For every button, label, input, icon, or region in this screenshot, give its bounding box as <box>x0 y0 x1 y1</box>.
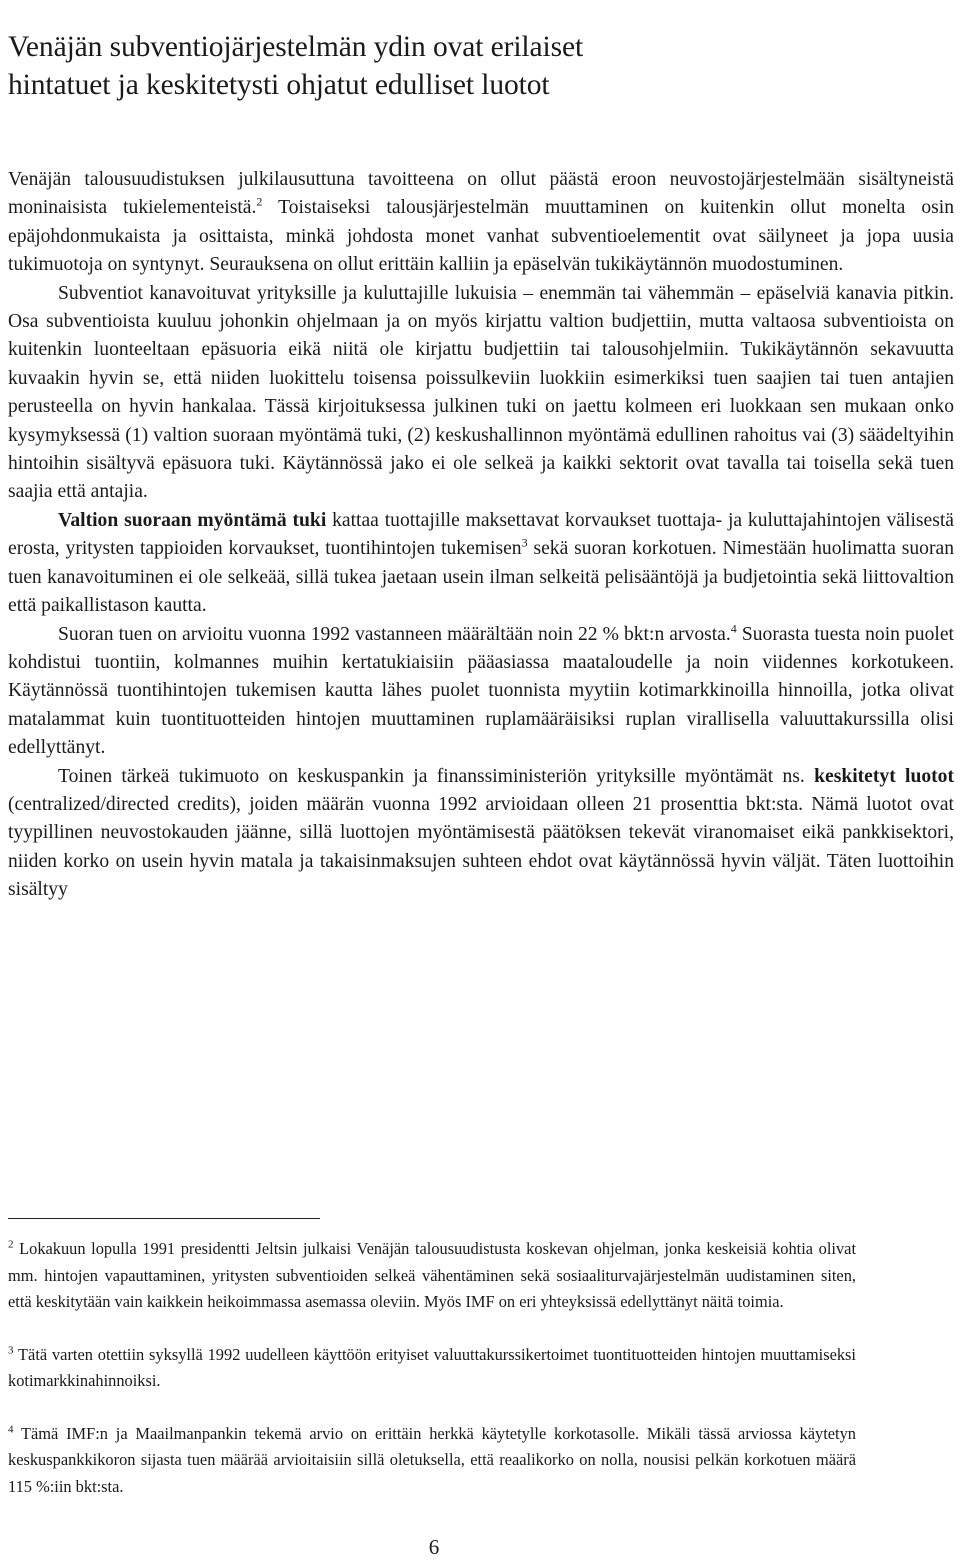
footnote-ref-2: 2 <box>256 194 263 209</box>
footnote-ref-3: 3 <box>521 535 528 550</box>
document-page <box>8 28 954 905</box>
paragraph-4-part-b: Suorasta tuesta noin puolet kohdistui tuontiin, kolmannes muihin kertatukiaisiin pääasiassa maataloudelle ja noin viidennes korkotukeen. Käytännössä tuontihintojen tukemisen kautta lähes puolet tuonnista myytiin kotimarkkinoilla hinnoilla, jotka olivat matalammat kuin tuontituotteiden hintojen muuttaminen ruplamääräisiksi ruplan virallisella valuuttakurssilla olisi edellyttänyt. <box>8 623 954 759</box>
body-text <box>8 166 954 905</box>
footnote-2-number: 2 <box>8 1238 14 1251</box>
footnote-4 <box>8 1421 856 1501</box>
paragraph-2: Subventiot kanavoituvat yrityksille ja kuluttajille lukuisia – enemmän tai vähemmän – epäselviä kanavia pitkin. Osa subventioista kuuluu johonkin ohjelmaan ja on myös kirjattu valtion budjettiin, mutta valtaosa subventioista on kuitenkin luonteeltaan epäsuoria eikä niitä ole kirjattu budjettiin tai talousohjelmiin. Tukikäytännön sekavuutta kuvaakin hyvin se, että niiden luokittelu toisensa poissulkeviin luokkiin esimerkiksi tuen saajien tai tuen antajien perusteella on hyvin hankalaa. Tässä kirjoituksessa julkinen tuki on jaettu kolmeen eri luokkaan sen mukaan onko kysymyksessä (1) valtion suoraan myöntämä tuki, (2) keskushallinnon myöntämä edullinen rahoitus vai (3) säädeltyihin hintoihin sisältyvä epäsuora tuki. Käytännössä jako ei ole selkeä ja kaikki sektorit ovat tavalla tai toisella sekä tuen saajia että antajia. <box>8 282 954 503</box>
footnote-3 <box>8 1342 856 1395</box>
page-title <box>8 28 954 104</box>
paragraph-5-part-b: (centralized/directed credits), joiden määrän vuonna 1992 arvioidaan olleen 21 prosenttia bkt:sta. Nämä luotot ovat tyypillinen neuvostokauden jäänne, sillä luottojen myöntämisestä päätöksen tekevät viranomaiset eikä pankkisektori, niiden korko on usein hyvin matala ja takaisinmaksujen suhteen ehdot ovat käytännössä hyvin väljät. Täten luottoihin sisältyy <box>8 793 954 901</box>
paragraph-1-part-a: Venäjän talousuudistuksen julkilausuttuna tavoitteena on ollut päästä eroon neuvostojärjestelmään sisältyneistä moninaisista tukielementeistä. <box>8 169 954 219</box>
footnote-ref-4: 4 <box>730 620 737 635</box>
page-number: 6 <box>428 1535 440 1559</box>
paragraph-3-bold-term: Valtion suoraan myöntämä tuki <box>58 509 327 531</box>
paragraph-3-part-b: sekä suoran korkotuen. Nimestään huolimatta suoran tuen kanavoituminen ei ole selkeää, sillä tukea jaetaan usein ilman selkeitä pelisääntöjä ja budjetointia sekä liittovaltion että paikallistason kautta. <box>8 538 954 617</box>
title-line-2: hintatuet ja keskitetysti ohjatut edulliset luotot <box>8 69 550 101</box>
paragraph-1 <box>8 166 954 280</box>
paragraph-1-part-b: Toistaiseksi talousjärjestelmän muuttaminen on kuitenkin ollut monelta osin epäjohdonmukaista ja osittaista, minkä johdosta monet vanhat subventioelementit ovat säilyneet ja jopa uusia tukimuotoja on syntynyt. Seurauksena on ollut erittäin kalliin ja epäselvän tukikäytännön muodostuminen. <box>8 197 955 276</box>
paragraph-3-part-a: kattaa tuottajille maksettavat korvaukset tuottaja- ja kuluttajahintojen välisestä erosta, yritysten tappioiden korvaukset, tuontihintojen tukemisen <box>8 509 954 560</box>
title-line-1: Venäjän subventiojärjestelmän ydin ovat erilaiset <box>8 31 584 63</box>
footnote-3-text: Tätä varten otettiin syksyllä 1992 uudelleen käyttöön erityiset valuuttakurssikertoimet tuontituotteiden hintojen muuttamiseksi kotimarkkinahinnoiksi. <box>8 1344 856 1390</box>
footnote-2 <box>8 1236 856 1316</box>
footnotes <box>8 1236 856 1500</box>
paragraph-5-part-a: Toinen tärkeä tukimuoto on keskuspankin ja finanssiministeriön yrityksille myöntämät ns. <box>58 765 815 787</box>
paragraph-4-part-a: Suoran tuen on arvioitu vuonna 1992 vastanneen määrältään noin 22 % bkt:n arvosta. <box>58 623 731 645</box>
paragraph-5 <box>8 763 954 905</box>
paragraph-5-bold-term: keskitetyt luotot <box>814 765 955 787</box>
footnote-4-number: 4 <box>8 1423 14 1436</box>
footnote-2-text: Lokakuun lopulla 1991 presidentti Jeltsin julkaisi Venäjän talousuudistusta koskevan ohjelman, jonka keskeisiä kohtia olivat mm. hintojen vapauttaminen, yritysten subventioiden selkeä vähentäminen sekä sosiaaliturvajärjestelmän uudistaminen siten, että keskitytään vain kaikkein heikoimmassa asemassa oleviin. Myös IMF on eri yhteyksissä edellyttänyt näitä toimia. <box>8 1239 856 1311</box>
paragraph-4 <box>8 621 954 763</box>
footnote-separator <box>8 1218 320 1219</box>
paragraph-3 <box>8 507 954 621</box>
footnote-4-text: Tämä IMF:n ja Maailmanpankin tekemä arvio on erittäin herkkä käytetylle korkotasolle. Mikäli tässä arviossa käytetyn keskuspankkikoron sijasta tuen määrää arvioitaisiin sillä oletuksella, että reaalikorko on nolla, nousisi pelkän korkotuen määrä 115 %:iin bkt:sta. <box>8 1423 856 1496</box>
footnote-3-number: 3 <box>8 1344 14 1357</box>
